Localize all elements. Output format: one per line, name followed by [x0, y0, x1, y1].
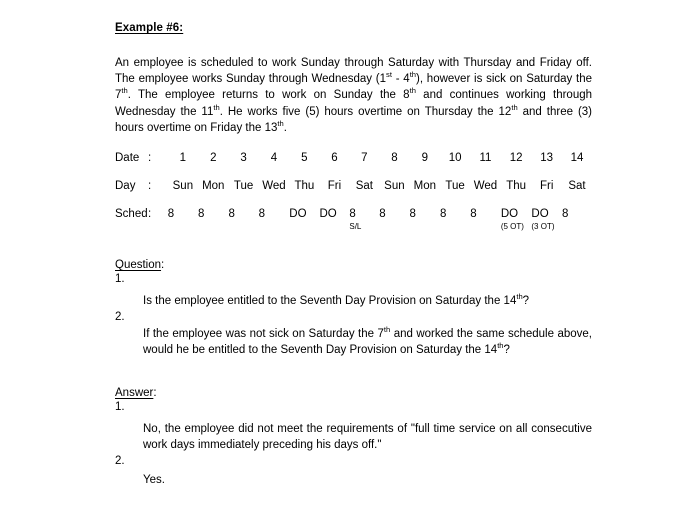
intro-sup-3: th: [121, 86, 128, 96]
date-cell: 1: [179, 152, 187, 164]
question-section: [115, 259, 592, 359]
day-cell: Mon: [202, 180, 225, 192]
question-item-number: 2.: [115, 311, 125, 324]
answer-list: [115, 399, 592, 489]
date-cell: 14: [570, 152, 584, 164]
intro-sup-5: th: [213, 102, 220, 112]
date-cell: 5: [301, 152, 308, 164]
sched-value: 8: [561, 208, 569, 220]
date-cell: 11: [479, 152, 492, 164]
question-text-sup: th: [516, 292, 523, 302]
question-text-pre: If the employee was not sick on Saturday the 7: [143, 328, 384, 341]
sched-cell: [410, 208, 441, 233]
sched-value: DO: [319, 208, 337, 220]
question-item: [115, 309, 592, 358]
sched-value: 8: [409, 208, 416, 220]
sched-cell: [531, 208, 562, 233]
answer-item-number: 2.: [115, 455, 125, 468]
date-cell: 7: [361, 152, 368, 164]
schedule-table: [115, 152, 592, 233]
day-cell: Sat: [355, 180, 373, 192]
sched-cell: [501, 208, 532, 233]
day-cell: Tue: [445, 180, 465, 192]
answer-heading-colon: :: [153, 387, 157, 399]
sched-value: DO: [531, 208, 549, 220]
question-item-number: 1.: [115, 273, 125, 285]
page-title-text: Example #6:: [115, 22, 184, 34]
question-text-pre: Is the employee entitled to the Seventh Day Provision on Saturday the 14: [143, 295, 517, 307]
sched-cell: [562, 208, 592, 233]
day-cell: Sun: [172, 180, 194, 192]
day-cell: Fri: [327, 180, 342, 192]
sched-value: 8: [198, 208, 205, 220]
intro-sup-2: th: [409, 70, 417, 80]
answer-item-text: No, the employee did not meet the requirements of "full time service on all consecutive work days immediately preceding his days off.": [143, 423, 592, 452]
intro-sup-7: th: [277, 118, 284, 128]
question-text-sup-2: th: [497, 341, 504, 351]
intro-sup-4: th: [409, 86, 416, 96]
intro-paragraph: [115, 34, 592, 136]
sched-value: 8: [228, 208, 235, 220]
sched-value: 8: [470, 208, 477, 220]
sched-cell: [289, 208, 319, 233]
sched-value: 8: [440, 208, 447, 220]
sched-cell: [349, 208, 379, 233]
sched-cell: [319, 208, 349, 233]
intro-part-1: An employee is scheduled to work Sunday through Saturday with Thursday and Friday off. The employee works Sunday through Wednesday (1: [115, 57, 592, 86]
sched-value: 8: [349, 208, 356, 220]
sched-cell: [259, 208, 290, 233]
date-cell: 9: [421, 152, 428, 164]
sched-cell: [379, 208, 409, 233]
date-cell: 6: [331, 152, 338, 164]
document-page: [115, 0, 592, 522]
sched-value: 8: [258, 208, 266, 220]
sched-value: 8: [167, 208, 175, 220]
sched-cell: [440, 208, 470, 233]
row-label-day: Day: [115, 180, 136, 192]
sched-cell: [229, 208, 259, 233]
table-row-sched: [115, 208, 592, 233]
sched-note: S/L: [349, 222, 362, 231]
question-text-mid: and worked the same schedule above, would he be entitled to the Seventh Day Provision on Saturday the 14: [143, 328, 592, 357]
row-label-date: Date: [115, 152, 140, 164]
day-cell: Sat: [568, 180, 586, 192]
day-cell: Thu: [294, 180, 315, 192]
answer-heading-text: Answer: [115, 387, 154, 399]
intro-part-7: and three (3) hours overtime on Friday the 13: [115, 105, 593, 134]
sched-cell: [198, 208, 229, 233]
question-heading-colon: :: [161, 259, 165, 271]
answer-item-number: 1.: [115, 401, 125, 413]
day-cell: Sun: [384, 180, 405, 192]
question-text-sup: th: [383, 325, 391, 335]
sched-cell: [168, 208, 198, 233]
question-item: [115, 271, 592, 309]
date-cell: 8: [391, 152, 398, 164]
table-row-day: [115, 180, 592, 208]
day-cell: Wed: [262, 180, 286, 192]
day-cell: Wed: [473, 180, 498, 192]
date-cell: 10: [448, 152, 462, 164]
sched-note: (5 OT): [500, 222, 524, 231]
answer-heading: [115, 387, 592, 399]
row-colon-sched: :: [147, 208, 152, 220]
question-text-post: ?: [503, 344, 510, 357]
intro-part-2: - 4: [391, 73, 410, 86]
table-row-date: [115, 152, 592, 180]
sched-value: DO: [289, 208, 307, 220]
question-item-text: [143, 326, 592, 358]
row-label-sched: Sched: [115, 208, 148, 220]
intro-part-6: . He works five (5) hours overtime on Thursday the 12: [219, 105, 512, 118]
page-title: [115, 0, 592, 34]
date-cell: 3: [240, 152, 247, 164]
question-item-text: [143, 293, 592, 309]
question-text-post: ?: [522, 295, 530, 307]
answer-item: [115, 399, 592, 453]
day-cell: Thu: [506, 180, 527, 192]
date-cell: 4: [270, 152, 278, 164]
intro-part-3: ), however is sick on Saturday the 7: [115, 73, 592, 102]
question-heading: [115, 259, 592, 271]
date-cell: 13: [540, 152, 554, 164]
intro-sup-6: th: [511, 102, 518, 112]
intro-part-8: .: [283, 121, 287, 134]
question-heading-text: Question: [115, 259, 162, 271]
answer-item-text: Yes.: [143, 474, 165, 487]
sched-note: (3 OT): [531, 222, 555, 231]
answer-section: [115, 387, 592, 489]
sched-cell: [470, 208, 501, 233]
day-cell: Fri: [539, 180, 554, 192]
date-cell: 2: [210, 152, 217, 164]
schedule-table-wrapper: [115, 152, 592, 233]
answer-item: [115, 453, 592, 488]
question-list: [115, 271, 592, 359]
row-colon-day: :: [147, 180, 152, 192]
intro-part-4: . The employee returns to work on Sunday the 8: [127, 89, 410, 102]
date-cell: 12: [509, 152, 523, 164]
intro-part-5: and continues working through Wednesday the 11: [115, 89, 593, 118]
day-cell: Tue: [233, 180, 254, 192]
intro-sup-1: st: [386, 70, 392, 80]
day-cell: Mon: [413, 180, 436, 192]
row-colon-date: :: [147, 152, 152, 164]
sched-value: 8: [379, 208, 386, 220]
sched-value: DO: [500, 208, 519, 220]
